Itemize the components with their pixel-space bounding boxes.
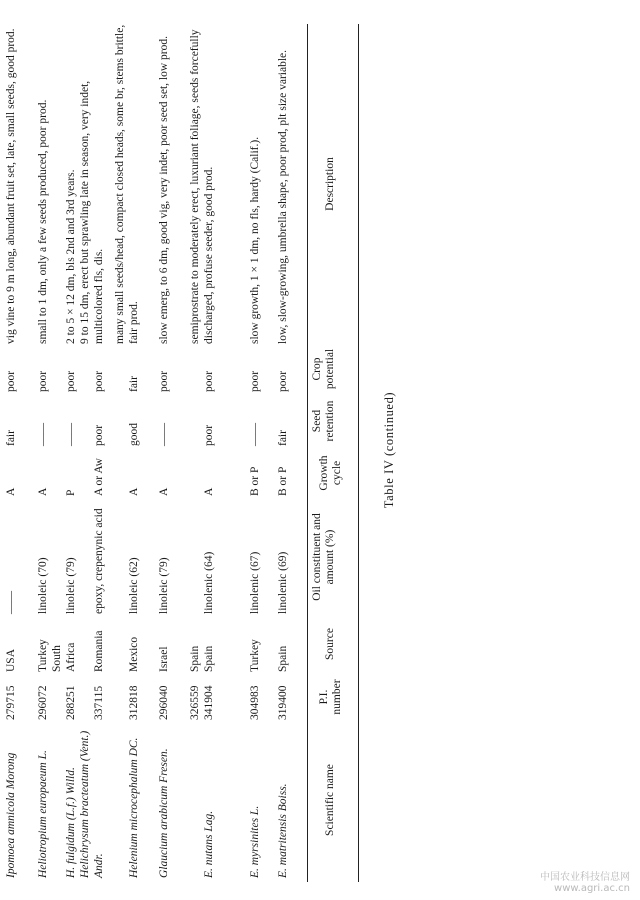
cell-seed: —— bbox=[36, 423, 49, 446]
cell-name: Helenium microcephalum DC. bbox=[127, 737, 140, 878]
cell-growth: A bbox=[4, 487, 17, 496]
cell-seed: poor bbox=[202, 424, 215, 446]
cell-pi: 312818 bbox=[127, 685, 140, 720]
cell-pi: 279715 bbox=[4, 685, 17, 720]
cell-seed: poor bbox=[92, 424, 105, 446]
top-rule bbox=[358, 24, 359, 882]
col-header-description: Description bbox=[324, 157, 336, 211]
cell-pi: 288251 bbox=[64, 685, 77, 720]
col-header-oil: Oil constituent and amount (%) bbox=[311, 513, 336, 601]
cell-source: USA bbox=[4, 648, 17, 672]
cell-oil: linolenic (64) bbox=[202, 551, 215, 614]
cell-growth: A bbox=[36, 487, 49, 496]
cell-oil: linolenic (69) bbox=[276, 551, 289, 614]
col-header-crop: Crop potential bbox=[311, 348, 336, 390]
cell-oil: linoleic (79) bbox=[64, 557, 77, 614]
cell-pi: 296040 bbox=[157, 685, 170, 720]
watermark: 中国农业科技信息网 www.agri.ac.cn bbox=[540, 872, 630, 894]
cell-growth: P bbox=[64, 489, 77, 496]
cell-name: Helichrysum bracteatum (Vent.) Andr. bbox=[79, 730, 105, 878]
cell-oil: linoleic (62) bbox=[127, 557, 140, 614]
cell-crop: poor bbox=[276, 370, 289, 392]
cell-desc: small to 1 dm, only a few seeds produced, poor prod. bbox=[36, 99, 49, 344]
cell-source: Turkey bbox=[36, 639, 49, 672]
cell-seed: good bbox=[127, 423, 140, 446]
cell-desc: low, slow-growing, umbrella shape, poor prod, plt size variable. bbox=[276, 49, 289, 344]
cell-crop: poor bbox=[248, 370, 261, 392]
cell-crop: poor bbox=[64, 370, 77, 392]
cell-desc: slow growth, 1 × 1 dm, no fls, hardy (Calif.). bbox=[248, 136, 261, 344]
cell-desc: 9 to 15 dm, erect but sprawling late in season, very indet, multicolored fls, dis. bbox=[79, 80, 105, 344]
cell-seed: fair bbox=[4, 430, 17, 446]
cell-desc: many small seeds/head, compact closed heads, some br, stems brittle, fair prod. bbox=[114, 24, 140, 344]
cell-name: E. matritensis Boiss. bbox=[276, 783, 289, 878]
cell-pi: 296072 bbox=[36, 685, 49, 720]
cell-growth: B or P bbox=[276, 466, 289, 496]
cell-oil: epoxy, crepenynic acid bbox=[92, 508, 105, 614]
cell-seed: fair bbox=[276, 430, 289, 446]
cell-seed: —— bbox=[64, 423, 77, 446]
cell-pi: 304983 bbox=[248, 685, 261, 720]
cell-source: Mexico bbox=[127, 636, 140, 672]
cell-crop: poor bbox=[36, 370, 49, 392]
cell-growth: B or P bbox=[248, 466, 261, 496]
cell-name: E. nutans Lag. bbox=[202, 810, 215, 878]
cell-growth: A bbox=[202, 487, 215, 496]
header-rule bbox=[307, 24, 308, 882]
col-header-growth: Growth cycle bbox=[318, 455, 343, 491]
cell-name: E. myrsinites L. bbox=[248, 805, 261, 878]
cell-oil: linoleic (70) bbox=[36, 557, 49, 614]
col-header-name: Scientific name bbox=[324, 764, 336, 836]
cell-desc: slow emerg, to 6 dm, good vig, very indet, poor seed set, low prod. bbox=[157, 35, 170, 344]
cell-crop: poor bbox=[202, 370, 215, 392]
cell-name: Glaucium arabicum Fresen. bbox=[157, 748, 170, 878]
cell-desc: vig vine to 9 m long, abundant fruit set, late, small seeds, good prod. bbox=[4, 28, 17, 344]
cell-name: H. fulgidum (L.f.) Willd. bbox=[64, 767, 77, 878]
cell-pi: 319400 bbox=[276, 685, 289, 720]
cell-source: Romania bbox=[92, 630, 105, 672]
cell-crop: poor bbox=[4, 370, 17, 392]
col-header-pi: P.I. number bbox=[318, 679, 343, 715]
cell-source: Israel bbox=[157, 646, 170, 672]
cell-seed: —— bbox=[157, 423, 170, 446]
table-caption: Table IV (continued) bbox=[382, 391, 396, 509]
cell-pi: 326559 341904 bbox=[189, 685, 215, 720]
cell-crop: fair bbox=[127, 376, 140, 392]
cell-desc: semiprostrate to moderately erect, luxuriant foliage, seeds forcefully discharged, profuse seeder, good prod. bbox=[189, 29, 215, 344]
cell-source: Turkey bbox=[248, 639, 261, 672]
cell-growth: A bbox=[157, 487, 170, 496]
cell-oil: linolenic (67) bbox=[248, 551, 261, 614]
col-header-seed: Seed retention bbox=[311, 400, 336, 442]
cell-oil: linoleic (79) bbox=[157, 557, 170, 614]
cell-desc: 2 to 5 × 12 dm, bls 2nd and 3rd years. bbox=[64, 169, 77, 344]
cell-pi: 337115 bbox=[92, 685, 105, 720]
cell-name: Ipomoea amnicola Morong bbox=[4, 752, 17, 878]
cell-oil: —— bbox=[4, 591, 17, 614]
cell-source: South Africa bbox=[51, 642, 77, 672]
cell-growth: A bbox=[127, 487, 140, 496]
cell-seed: —— bbox=[248, 423, 261, 446]
cell-crop: poor bbox=[92, 370, 105, 392]
cell-source: Spain bbox=[276, 645, 289, 672]
cell-crop: poor bbox=[157, 370, 170, 392]
cell-growth: A or Aw bbox=[92, 458, 105, 496]
cell-name: Heliotropium europaeum L. bbox=[36, 750, 49, 878]
cell-source: Spain Spain bbox=[189, 645, 215, 672]
col-header-source: Source bbox=[324, 628, 336, 660]
